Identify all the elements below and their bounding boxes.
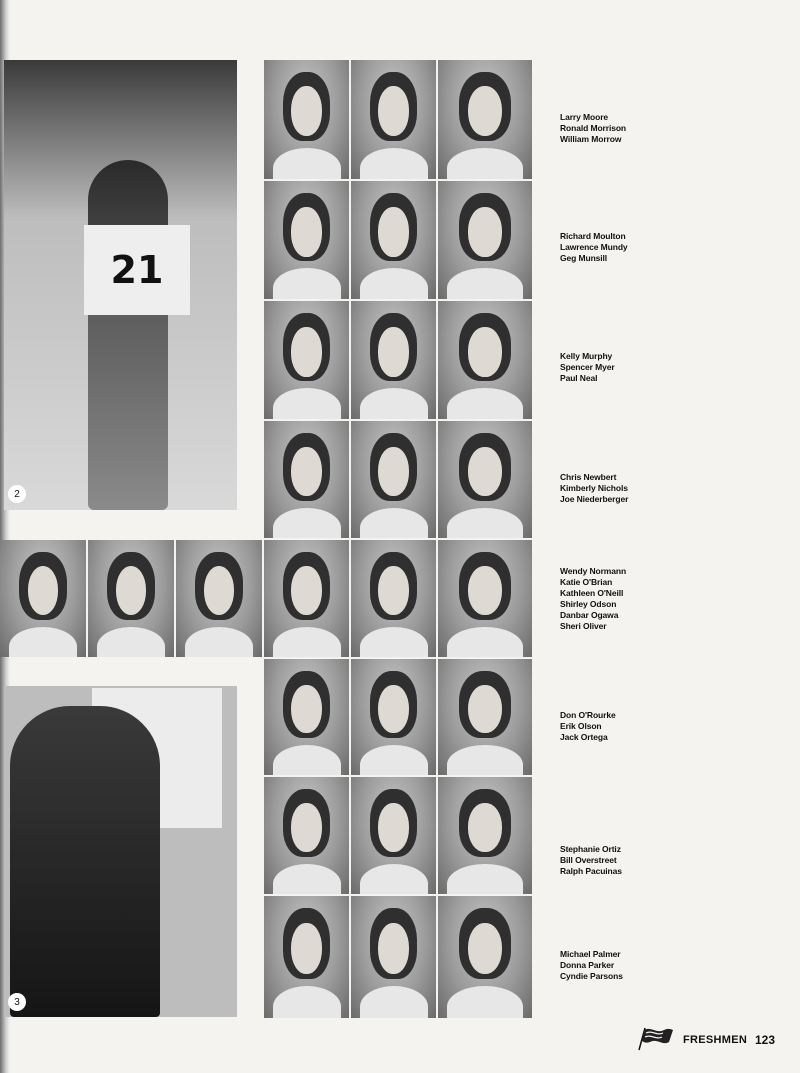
photo-number-3: 3	[8, 993, 26, 1011]
student-name: Michael Palmer	[560, 949, 621, 959]
student-name: Katie O'Brian	[560, 577, 613, 587]
portrait	[438, 181, 532, 299]
student-name: Jack Ortega	[560, 732, 608, 742]
student-name: Donna Parker	[560, 960, 615, 970]
portrait	[176, 540, 262, 657]
portrait	[264, 301, 349, 419]
portrait	[264, 540, 349, 657]
student-name: Paul Neal	[560, 373, 598, 383]
portrait	[438, 659, 532, 775]
student-name: Stephanie Ortiz	[560, 844, 621, 854]
portrait	[438, 301, 532, 419]
portrait	[351, 659, 436, 775]
portrait	[351, 896, 436, 1018]
name-caption-group	[560, 112, 626, 145]
portrait	[351, 421, 436, 538]
portrait	[264, 777, 349, 894]
student-name: Sheri Oliver	[560, 621, 607, 631]
student-name: Chris Newbert	[560, 472, 617, 482]
portrait	[438, 777, 532, 894]
name-caption-group	[560, 710, 616, 743]
portrait	[264, 659, 349, 775]
section-label: FRESHMEN	[683, 1034, 748, 1046]
student-name: Lawrence Mundy	[560, 242, 628, 252]
portrait	[264, 181, 349, 299]
portrait	[438, 60, 532, 179]
student-name: Ronald Morrison	[560, 123, 627, 133]
student-name: Richard Moulton	[560, 231, 626, 241]
name-caption-group	[560, 844, 622, 877]
portrait	[351, 181, 436, 299]
student-name: Erik Olson	[560, 721, 602, 731]
portrait	[351, 540, 436, 657]
student-name: Danbar Ogawa	[560, 610, 619, 620]
name-caption-group	[560, 566, 626, 632]
candid-photo-skateboarder	[4, 60, 237, 510]
student-name: William Morrow	[560, 134, 622, 144]
student-name: Wendy Normann	[560, 566, 627, 576]
candid-photo-bulletin-board	[4, 686, 237, 1017]
portrait	[264, 896, 349, 1018]
student-name: Larry Moore	[560, 112, 609, 122]
student-name: Kathleen O'Neill	[560, 588, 624, 598]
name-caption-group	[560, 472, 628, 505]
portrait	[438, 540, 532, 657]
student-name: Bill Overstreet	[560, 855, 617, 865]
student-name: Joe Niederberger	[560, 494, 629, 504]
portrait	[0, 540, 86, 657]
portrait	[438, 896, 532, 1018]
photo-number-2: 2	[8, 485, 26, 503]
page-number: 123	[755, 1033, 776, 1047]
page-footer	[637, 1024, 787, 1056]
student-name: Kimberly Nichols	[560, 483, 628, 493]
name-caption-group	[560, 231, 628, 264]
portrait	[264, 60, 349, 179]
name-caption-group	[560, 351, 615, 384]
student-name: Spencer Myer	[560, 362, 615, 372]
student-name: Don O'Rourke	[560, 710, 616, 720]
portrait	[351, 60, 436, 179]
portrait	[438, 421, 532, 538]
student-name: Shirley Odson	[560, 599, 617, 609]
flag-icon	[637, 1026, 675, 1052]
portrait	[351, 777, 436, 894]
student-name: Geg Munsill	[560, 253, 608, 263]
student-name: Ralph Pacuinas	[560, 866, 622, 876]
portrait	[264, 421, 349, 538]
jersey-number: 21	[84, 225, 190, 315]
name-caption-group	[560, 949, 623, 982]
portrait	[88, 540, 174, 657]
student-name: Cyndie Parsons	[560, 971, 623, 981]
portrait	[351, 301, 436, 419]
student-name: Kelly Murphy	[560, 351, 613, 361]
